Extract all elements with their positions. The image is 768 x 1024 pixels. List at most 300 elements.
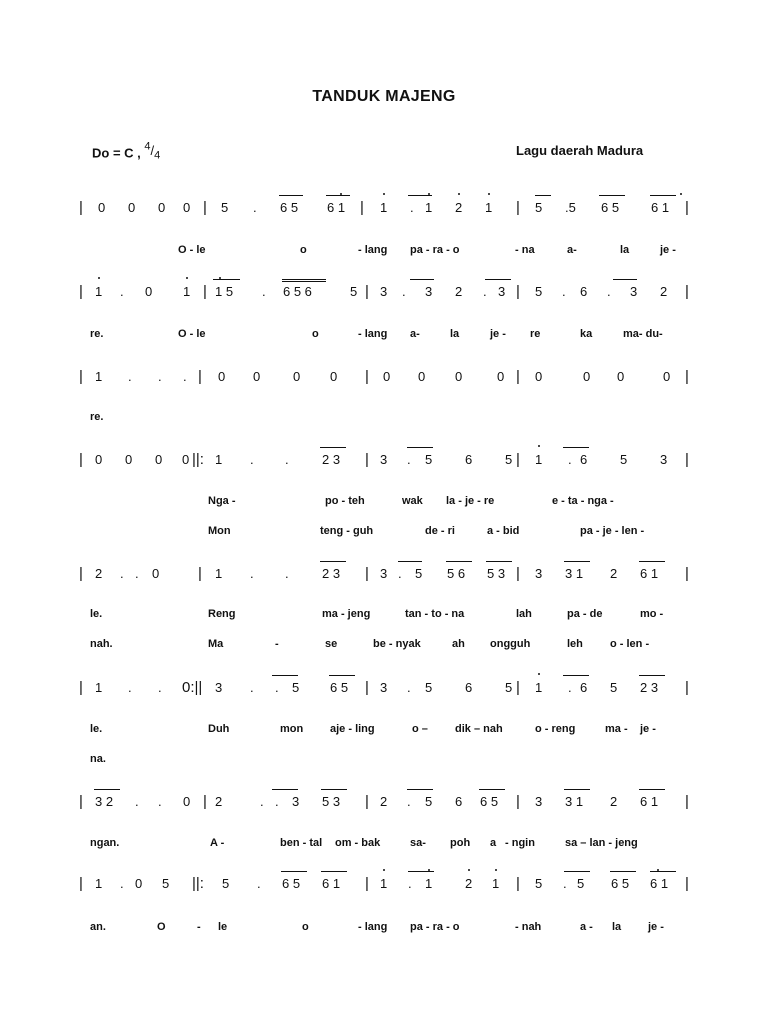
note: . — [257, 876, 261, 891]
note: 2 — [455, 284, 463, 299]
note: . — [275, 680, 279, 695]
note: 5 6 — [447, 566, 466, 581]
lyric-syllable: de - ri — [425, 525, 455, 537]
lyric-syllable: pa - je - len - — [580, 525, 645, 537]
beam-line — [563, 675, 589, 676]
lyric-syllable: mo - — [640, 608, 664, 620]
note: . — [120, 284, 124, 299]
note: 3 1 — [565, 566, 584, 581]
bar-line: | — [198, 565, 202, 582]
note: 1 — [95, 284, 103, 299]
lyric-syllable: ngan. — [90, 837, 120, 849]
note: 1 — [183, 284, 191, 299]
note: . — [483, 284, 487, 299]
note: 6 5 — [480, 794, 499, 809]
bar-line: | — [365, 793, 369, 810]
lyric-syllable: - ngin — [505, 837, 535, 849]
bar-line: | — [365, 451, 369, 468]
lyric-syllable: - na — [515, 244, 535, 256]
bar-line: | — [365, 283, 369, 300]
note: . — [158, 794, 162, 809]
note: . — [260, 794, 264, 809]
lyric-syllable: sa – lan - jeng — [565, 837, 638, 849]
beam-line — [650, 871, 676, 872]
beam-line — [326, 195, 350, 196]
lyric-syllable: - — [197, 921, 201, 933]
bar-line: 0:|| — [182, 679, 203, 696]
bar-line: | — [365, 368, 369, 385]
note: 5 — [425, 794, 433, 809]
bar-line: | — [685, 565, 689, 582]
lyric-syllable: o - reng — [535, 723, 576, 735]
note: 1 — [95, 876, 103, 891]
note: 5 — [292, 680, 300, 695]
note: 6 5 — [611, 876, 630, 891]
bar-line: | — [516, 283, 520, 300]
note: 1 5 — [215, 284, 234, 299]
lyric-row — [0, 752, 768, 768]
lyric-syllable: sa- — [410, 837, 426, 849]
note: 0 — [293, 369, 301, 384]
beam-line — [410, 279, 434, 280]
note: 5 — [505, 452, 513, 467]
note: 3 1 — [565, 794, 584, 809]
octave-dot — [186, 277, 188, 279]
note: 0 — [98, 200, 106, 215]
note: 0 — [183, 794, 191, 809]
note: . — [568, 452, 572, 467]
lyric-syllable: Duh — [208, 723, 230, 735]
beam-line — [398, 561, 422, 562]
lyric-row — [0, 637, 768, 653]
note: 0 — [418, 369, 426, 384]
lyric-syllable: aje - ling — [330, 723, 375, 735]
note: 3 — [498, 284, 506, 299]
beam-line — [639, 561, 665, 562]
octave-dot — [680, 193, 682, 195]
note: 0 — [95, 452, 103, 467]
lyric-syllable: ka — [580, 328, 593, 340]
note: 6 5 6 — [283, 284, 312, 299]
lyric-syllable: - lang — [358, 328, 388, 340]
beam-line — [321, 789, 347, 790]
lyric-syllable: ma- du- — [623, 328, 663, 340]
key-prefix: Do = C , — [92, 145, 141, 161]
note: 5 — [577, 876, 585, 891]
beam-line — [639, 789, 665, 790]
note: 2 3 — [640, 680, 659, 695]
bar-line: | — [365, 875, 369, 892]
bar-line: | — [685, 679, 689, 696]
notation-row — [0, 200, 768, 220]
note: 2 — [465, 876, 473, 891]
note: 6 1 — [650, 876, 669, 891]
note: 2 — [610, 794, 618, 809]
note: . — [285, 566, 289, 581]
lyric-syllable: Ma — [208, 638, 224, 650]
beam-line — [599, 195, 625, 196]
bar-line: | — [203, 793, 207, 810]
lyric-row — [0, 722, 768, 738]
lyric-syllable: - lang — [358, 244, 388, 256]
lyric-syllable: la — [450, 328, 460, 340]
beam-line — [320, 561, 346, 562]
lyric-syllable: je - — [640, 723, 656, 735]
bar-line: | — [516, 451, 520, 468]
bar-line: | — [516, 679, 520, 696]
note: . — [562, 284, 566, 299]
octave-dot — [340, 193, 342, 195]
lyric-syllable: a- — [410, 328, 420, 340]
note: 6 — [580, 284, 588, 299]
note: 6 1 — [651, 200, 670, 215]
beam-line — [639, 675, 665, 676]
lyric-syllable: o — [300, 244, 307, 256]
lyric-syllable: pa - ra - o — [410, 244, 460, 256]
lyric-syllable: leh — [567, 638, 583, 650]
note: 5 — [222, 876, 230, 891]
note: 2 3 — [322, 566, 341, 581]
lyric-syllable: na. — [90, 753, 106, 765]
lyric-row — [0, 524, 768, 540]
note: 3 — [380, 284, 388, 299]
lyric-syllable: e - ta - nga - — [552, 495, 614, 507]
beam-line — [650, 195, 676, 196]
lyric-syllable: poh — [450, 837, 471, 849]
note: 3 2 — [95, 794, 114, 809]
beam-line — [613, 279, 637, 280]
note: . — [135, 794, 139, 809]
beam-line — [282, 279, 326, 280]
beam-line — [535, 195, 551, 196]
lyric-syllable: le — [218, 921, 228, 933]
lyric-syllable: O — [157, 921, 166, 933]
bar-line: | — [79, 679, 83, 696]
note: 5 — [162, 876, 170, 891]
beam-line — [94, 789, 120, 790]
octave-dot — [538, 673, 540, 675]
song-origin: Lagu daerah Madura — [516, 143, 644, 158]
note: 1 — [380, 876, 388, 891]
note: 1 — [215, 566, 223, 581]
note: . — [398, 566, 402, 581]
bar-line: | — [360, 199, 364, 216]
beam-line — [321, 871, 347, 872]
lyric-syllable: nah. — [90, 638, 113, 650]
lyric-row — [0, 607, 768, 623]
note: 5 — [610, 680, 618, 695]
note: 5 — [221, 200, 229, 215]
time-signature: $^4/_4$ — [144, 141, 161, 162]
octave-dot — [468, 869, 470, 871]
lyric-syllable: O - le — [178, 244, 206, 256]
lyric-syllable: pa - ra - o — [410, 921, 460, 933]
lyric-syllable: re. — [90, 328, 104, 340]
key-signature — [92, 143, 160, 164]
note: 5 — [350, 284, 358, 299]
octave-dot — [657, 869, 659, 871]
octave-dot — [383, 193, 385, 195]
note: 3 — [380, 680, 388, 695]
note: . — [408, 876, 412, 891]
lyric-syllable: o — [302, 921, 309, 933]
note: 1 — [95, 680, 103, 695]
lyric-syllable: ben - tal — [280, 837, 323, 849]
note: 2 — [610, 566, 618, 581]
notation-row — [0, 680, 768, 700]
notation-row — [0, 566, 768, 586]
lyric-syllable: ongguh — [490, 638, 531, 650]
lyric-syllable: pa - de — [567, 608, 603, 620]
beam-line — [408, 195, 432, 196]
beam-line — [407, 789, 433, 790]
beam-line — [563, 447, 589, 448]
note: . — [135, 566, 139, 581]
note: 0 — [583, 369, 591, 384]
note: . — [402, 284, 406, 299]
beam-line — [279, 195, 303, 196]
octave-dot — [495, 869, 497, 871]
note: 1 — [535, 680, 543, 695]
note: 2 — [215, 794, 223, 809]
lyric-syllable: re. — [90, 411, 104, 423]
note: 6 — [465, 452, 473, 467]
note: 6 1 — [327, 200, 346, 215]
beam-line — [320, 447, 346, 448]
lyric-syllable: se — [325, 638, 338, 650]
note: 5 — [425, 680, 433, 695]
octave-dot — [538, 445, 540, 447]
note: 0 — [125, 452, 133, 467]
bar-line: | — [79, 199, 83, 216]
lyric-syllable: le. — [90, 608, 103, 620]
lyric-syllable: a- — [567, 244, 577, 256]
note: 3 — [292, 794, 300, 809]
note: . — [158, 680, 162, 695]
lyric-syllable: po - teh — [325, 495, 365, 507]
lyric-row — [0, 920, 768, 936]
note: 3 — [535, 794, 543, 809]
note: 6 1 — [640, 566, 659, 581]
note: 6 — [455, 794, 463, 809]
octave-dot — [98, 277, 100, 279]
lyric-syllable: A - — [210, 837, 225, 849]
lyric-syllable: - lang — [358, 921, 388, 933]
bar-line: | — [685, 793, 689, 810]
lyric-syllable: la — [612, 921, 622, 933]
bar-line: | — [516, 793, 520, 810]
bar-line: | — [685, 199, 689, 216]
bar-line: | — [198, 368, 202, 385]
bar-line: | — [685, 368, 689, 385]
bar-line: | — [516, 565, 520, 582]
note: . — [128, 680, 132, 695]
note: 6 — [580, 680, 588, 695]
bar-line: | — [203, 283, 207, 300]
note: 1 — [485, 200, 493, 215]
beam-line — [272, 789, 298, 790]
note: 1 — [492, 876, 500, 891]
note: . — [607, 284, 611, 299]
lyric-syllable: tan - to - na — [405, 608, 465, 620]
note: 0 — [663, 369, 671, 384]
note: 0 — [152, 566, 160, 581]
lyric-syllable: je - — [660, 244, 676, 256]
note: . — [250, 680, 254, 695]
lyric-syllable: a — [490, 837, 497, 849]
bar-line: | — [79, 875, 83, 892]
lyric-syllable: mon — [280, 723, 304, 735]
note: 6 5 — [280, 200, 299, 215]
note: . — [407, 452, 411, 467]
octave-dot — [428, 869, 430, 871]
note: 6 1 — [322, 876, 341, 891]
beam-line — [282, 281, 326, 282]
note: . — [285, 452, 289, 467]
lyric-syllable: O - le — [178, 328, 206, 340]
bar-line: ||: — [192, 875, 204, 892]
beam-line — [407, 447, 433, 448]
lyric-row — [0, 327, 768, 343]
lyric-syllable: be - nyak — [373, 638, 421, 650]
note: 0 — [330, 369, 338, 384]
bar-line: | — [365, 679, 369, 696]
note: 0 — [158, 200, 166, 215]
note: 5 — [535, 284, 543, 299]
note: . — [253, 200, 257, 215]
note: . — [120, 876, 124, 891]
note: 1 — [95, 369, 103, 384]
lyric-syllable: Reng — [208, 608, 236, 620]
note: . — [250, 452, 254, 467]
bar-line: | — [516, 199, 520, 216]
bar-line: | — [685, 283, 689, 300]
note: . — [128, 369, 132, 384]
beam-line — [564, 871, 590, 872]
note: 0 — [497, 369, 505, 384]
octave-dot — [219, 277, 221, 279]
note: 3 — [660, 452, 668, 467]
note: .5 — [565, 200, 576, 215]
lyric-syllable: Nga - — [208, 495, 236, 507]
lyric-syllable: la - je - re — [446, 495, 495, 507]
note: 0 — [145, 284, 153, 299]
note: 5 — [535, 200, 543, 215]
beam-line — [486, 561, 512, 562]
note: . — [568, 680, 572, 695]
note: . — [158, 369, 162, 384]
note: 0 — [218, 369, 226, 384]
beam-line — [281, 871, 307, 872]
note: 0 — [128, 200, 136, 215]
time-sig-numerator: 4 — [144, 141, 151, 153]
note: 5 3 — [322, 794, 341, 809]
bar-line: ||: — [192, 451, 204, 468]
lyric-syllable: o – — [412, 723, 428, 735]
note: 0 — [253, 369, 261, 384]
bar-line: | — [685, 875, 689, 892]
note: . — [120, 566, 124, 581]
time-sig-denominator: 4 — [154, 149, 161, 162]
notation-row — [0, 876, 768, 896]
note: 0 — [535, 369, 543, 384]
lyric-syllable: lah — [516, 608, 532, 620]
note: 5 — [620, 452, 628, 467]
lyric-syllable: la — [620, 244, 630, 256]
beam-line — [610, 871, 636, 872]
note: . — [275, 794, 279, 809]
lyric-syllable: re — [530, 328, 541, 340]
note: 3 — [380, 566, 388, 581]
note: 6 — [465, 680, 473, 695]
lyric-syllable: dik – nah — [455, 723, 503, 735]
note: 0 — [383, 369, 391, 384]
beam-line — [485, 279, 511, 280]
note: 0 — [182, 452, 190, 467]
lyric-syllable: teng - guh — [320, 525, 374, 537]
note: 3 — [630, 284, 638, 299]
notation-row — [0, 369, 768, 389]
lyric-syllable: an. — [90, 921, 106, 933]
note: 0 — [183, 200, 191, 215]
lyric-syllable: om - bak — [335, 837, 381, 849]
bar-line: | — [79, 565, 83, 582]
note: . — [407, 794, 411, 809]
octave-dot — [458, 193, 460, 195]
lyric-row — [0, 410, 768, 426]
note: 6 5 — [601, 200, 620, 215]
octave-dot — [488, 193, 490, 195]
bar-line: | — [79, 451, 83, 468]
lyric-syllable: Mon — [208, 525, 231, 537]
note: . — [183, 369, 187, 384]
note: 0 — [135, 876, 143, 891]
beam-line — [329, 675, 355, 676]
beam-line — [564, 789, 590, 790]
note: 0 — [455, 369, 463, 384]
note: 5 3 — [487, 566, 506, 581]
note: 1 — [215, 452, 223, 467]
bar-line: | — [203, 199, 207, 216]
lyric-syllable: - nah — [515, 921, 542, 933]
lyric-syllable: je - — [648, 921, 664, 933]
note: 6 5 — [282, 876, 301, 891]
lyric-syllable: o — [312, 328, 319, 340]
note: 6 1 — [640, 794, 659, 809]
beam-line — [564, 561, 590, 562]
note: 6 — [580, 452, 588, 467]
beam-line — [408, 871, 434, 872]
lyric-row — [0, 243, 768, 259]
note: 3 — [380, 452, 388, 467]
lyric-row — [0, 494, 768, 510]
lyric-row — [0, 836, 768, 852]
note: 1 — [425, 200, 433, 215]
note: 5 — [535, 876, 543, 891]
beam-line — [446, 561, 472, 562]
note: 1 — [425, 876, 433, 891]
note: . — [410, 200, 414, 215]
notation-row — [0, 794, 768, 814]
note: . — [407, 680, 411, 695]
note: 2 — [660, 284, 668, 299]
note: 3 — [215, 680, 223, 695]
beam-line — [272, 675, 298, 676]
lyric-syllable: ma - — [605, 723, 628, 735]
bar-line: | — [516, 875, 520, 892]
octave-dot — [383, 869, 385, 871]
bar-line: | — [685, 451, 689, 468]
